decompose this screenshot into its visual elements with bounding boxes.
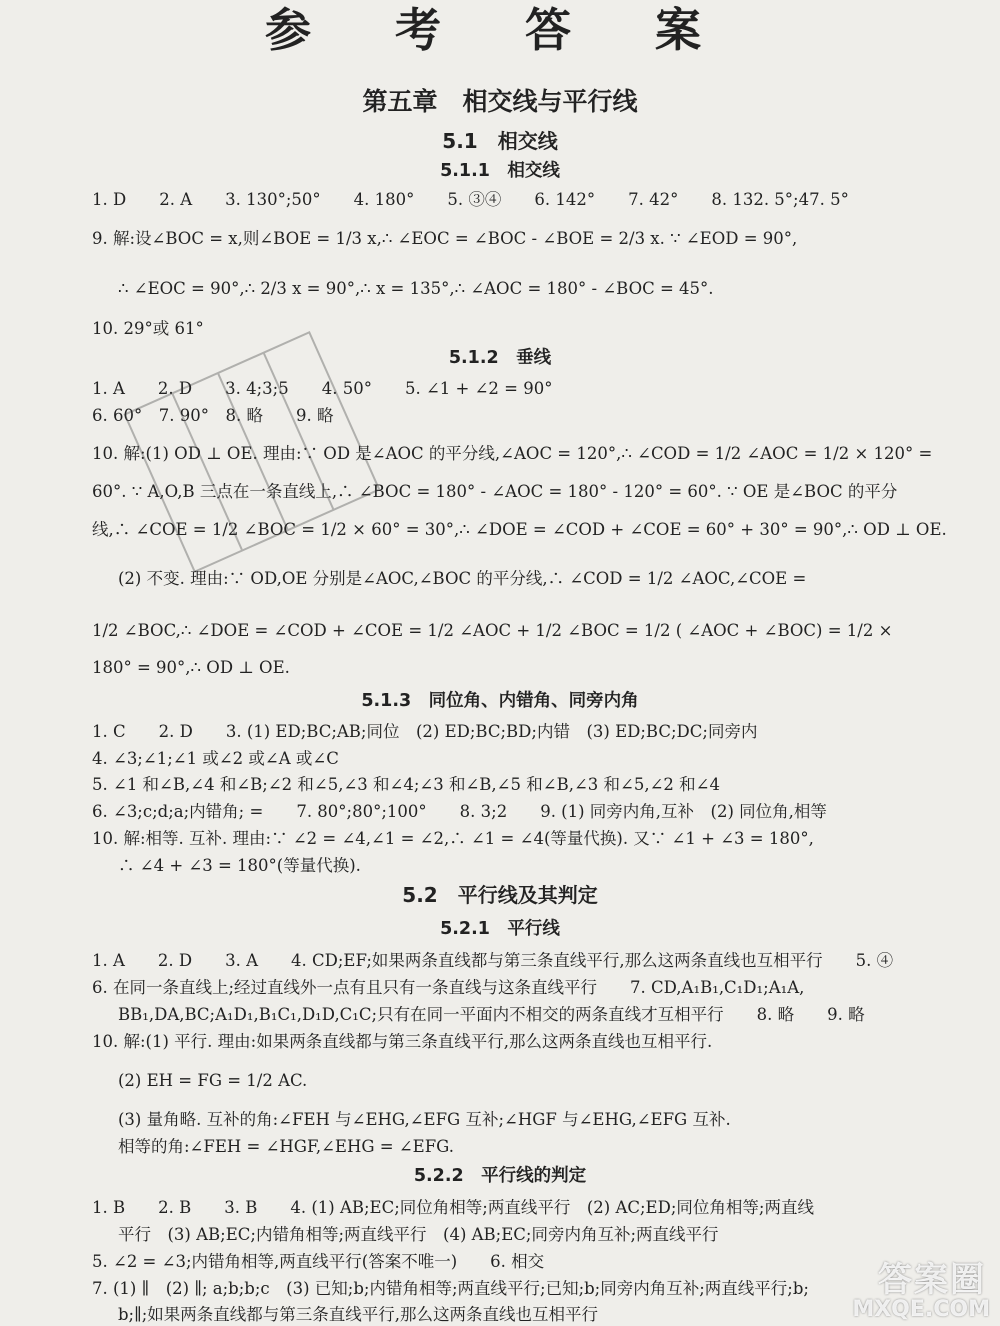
- answer-line: 相等的角:∠FEH = ∠HGF,∠EHG = ∠EFG.: [118, 1137, 455, 1156]
- answer-line: b;∥;如果两条直线都与第三条直线平行,那么这两条直线也互相平行: [118, 1305, 599, 1324]
- answer-line: 10. 29°或 61°: [92, 319, 204, 338]
- answer-line: 60°. ∵ A,O,B 三点在一条直线上,∴ ∠BOC = 180° - ∠AOC = 180° - 120° = 60°. ∵ OE 是∠BOC 的平分: [92, 482, 898, 501]
- answer-line: 4. ∠3;∠1;∠1 或∠2 或∠A 或∠C: [92, 749, 339, 768]
- answer-line: 10. 解:(1) OD ⊥ OE. 理由:∵ OD 是∠AOC 的平分线,∠AOC = 120°,∴ ∠COD = 1/2 ∠AOC = 1/2 × 120° =: [92, 444, 933, 463]
- answer-line: 1/2 ∠BOC,∴ ∠DOE = ∠COD + ∠COE = 1/2 ∠AOC + 1/2 ∠BOC = 1/2 ( ∠AOC + ∠BOC) = 1/2 ×: [92, 621, 893, 640]
- answer-line: 线,∴ ∠COE = 1/2 ∠BOC = 1/2 × 60° = 30°,∴ ∠DOE = ∠COD + ∠COE = 60° + 30° = 90°,∴ OD ⊥ OE.: [92, 520, 947, 539]
- answer-line: 1. A 2. D 3. A 4. CD;EF;如果两条直线都与第三条直线平行,那么这两条直线也互相平行 5. ④: [92, 951, 894, 970]
- answer-line: (2) EH = FG = 1/2 AC.: [118, 1071, 308, 1090]
- answer-line: 6. 60° 7. 90° 8. 略 9. 略: [92, 406, 334, 425]
- answer-line: 5. ∠1 和∠B,∠4 和∠B;∠2 和∠5,∠3 和∠4;∠3 和∠B,∠5 和∠B,∠3 和∠5,∠2 和∠4: [92, 775, 720, 794]
- answer-line: BB₁,DA,BC;A₁D₁,B₁C₁,D₁D,C₁C;只有在同一平面内不相交的两条直线才互相平行 8. 略 9. 略: [118, 1005, 865, 1024]
- answer-line: 1. B 2. B 3. B 4. (1) AB;EC;同位角相等;两直线平行 (2) AC;ED;同位角相等;两直线: [92, 1198, 814, 1217]
- subsection-heading: 5.1.2 垂线: [448, 348, 552, 368]
- answer-line: 9. 解:设∠BOC = x,则∠BOE = 1/3 x,∴ ∠EOC = ∠BOC - ∠BOE = 2/3 x. ∵ ∠EOD = 90°,: [92, 229, 798, 248]
- chapter-heading: 第五章 相交线与平行线: [362, 87, 638, 116]
- answer-line: 5. ∠2 = ∠3;内错角相等,两直线平行(答案不唯一) 6. 相交: [92, 1252, 545, 1271]
- answer-line: (2) 不变. 理由:∵ OD,OE 分别是∠AOC,∠BOC 的平分线,∴ ∠COD = 1/2 ∠AOC,∠COE =: [118, 569, 807, 588]
- answer-line: 6. 在同一条直线上;经过直线外一点有且只有一条直线与这条直线平行 7. CD,A₁B₁,C₁D₁;A₁A,: [92, 978, 805, 997]
- answer-line: 10. 解:(1) 平行. 理由:如果两条直线都与第三条直线平行,那么这两条直线也互相平行.: [92, 1032, 713, 1051]
- section-heading: 5.1 相交线: [442, 129, 558, 153]
- subsection-heading: 5.2.2 平行线的判定: [413, 1166, 587, 1186]
- answer-line: 1. D 2. A 3. 130°;50° 4. 180° 5. ③④ 6. 142° 7. 42° 8. 132. 5°;47. 5°: [92, 190, 849, 209]
- page-title: 参 考 答 案: [264, 3, 736, 57]
- answer-line: 7. (1) ∥ (2) ∥; a;b;b;c (3) 已知;b;内错角相等;两直线平行;已知;b;同旁内角互补;两直线平行;b;: [92, 1279, 809, 1298]
- answer-line: 180° = 90°,∴ OD ⊥ OE.: [92, 658, 290, 677]
- section-heading: 5.2 平行线及其判定: [402, 883, 598, 907]
- subsection-heading: 5.2.1 平行线: [440, 919, 560, 939]
- answer-line: 1. C 2. D 3. (1) ED;BC;AB;同位 (2) ED;BC;BD;内错 (3) ED;BC;DC;同旁内: [92, 722, 758, 741]
- answer-line: (3) 量角略. 互补的角:∠FEH 与∠EHG,∠EFG 互补;∠HGF 与∠EHG,∠EFG 互补.: [118, 1110, 731, 1129]
- answer-line: ∴ ∠4 + ∠3 = 180°(等量代换).: [118, 856, 361, 875]
- subsection-heading: 5.1.3 同位角、内错角、同旁内角: [361, 691, 639, 711]
- watermark-url: MXQE.COM: [852, 1297, 990, 1322]
- subsection-heading: 5.1.1 相交线: [440, 161, 560, 181]
- answer-line: 10. 解:相等. 互补. 理由:∵ ∠2 = ∠4,∠1 = ∠2,∴ ∠1 = ∠4(等量代换). 又∵ ∠1 + ∠3 = 180°,: [92, 829, 814, 848]
- site-watermark: [834, 1252, 994, 1322]
- answer-line: 1. A 2. D 3. 4;3;5 4. 50° 5. ∠1 + ∠2 = 90°: [92, 379, 553, 398]
- answer-line: 平行 (3) AB;EC;内错角相等;两直线平行 (4) AB;EC;同旁内角互补;两直线平行: [118, 1225, 719, 1244]
- watermark-logo-text: 答案圈: [878, 1260, 986, 1300]
- answer-line: ∴ ∠EOC = 90°,∴ 2/3 x = 90°,∴ x = 135°,∴ ∠AOC = 180° - ∠BOC = 45°.: [118, 279, 714, 298]
- answer-line: 6. ∠3;c;d;a;内错角; = 7. 80°;80°;100° 8. 3;2 9. (1) 同旁内角,互补 (2) 同位角,相等: [92, 802, 827, 821]
